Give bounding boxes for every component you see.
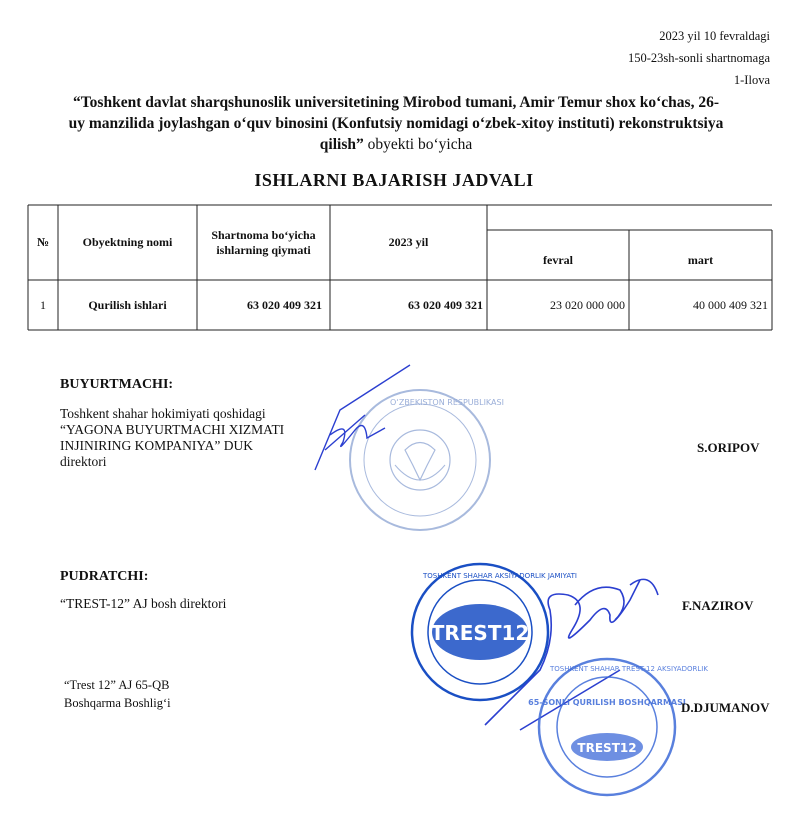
- table-row-number: 1: [40, 297, 46, 312]
- header-contract-value-line-2: ishlarning qiymati: [216, 242, 311, 257]
- table-row-march: 40 000 409 321: [693, 297, 768, 312]
- department-line-1: “Trest 12” AJ 65-QB: [64, 678, 170, 692]
- table-row-contract-value: 63 020 409 321: [247, 297, 322, 312]
- department-stamp: [528, 655, 708, 800]
- contractor-signer: F.NAZIROV: [682, 598, 754, 613]
- table-row-year-total: 63 020 409 321: [408, 297, 483, 312]
- customer-org-line-2: “YAGONA BUYURTMACHI XIZMATI: [60, 422, 285, 437]
- header-contract-value: [197, 205, 330, 280]
- table-row-name: Qurilish ishlari: [88, 297, 167, 312]
- department-line-2: Boshqarma Boshlig‘i: [64, 696, 171, 710]
- customer-organization: [60, 406, 284, 470]
- reference-date: 2023 yil 10 fevraldagi: [659, 29, 770, 43]
- contractor-stamp-text: TOSHKENT SHAHAR AKSIYADORLIK JAMIYATI: [423, 572, 577, 580]
- contractor-role: PUDRATCHI:: [60, 569, 149, 584]
- department-stamp-logo: TREST12: [577, 741, 637, 755]
- title-line-2: uy manzilida joylashgan o‘quv binosini (Konfutsiy nomidagi o‘zbek-xitoy instituti) rekonstruktsiya: [68, 115, 724, 132]
- schedule-heading: ISHLARNI BAJARISH JADVALI: [254, 170, 534, 190]
- customer-signer: S.ORIPOV: [697, 440, 760, 455]
- header-object-name: Obyektning nomi: [82, 235, 173, 249]
- customer-org-line-3: INJINIRING KOMPANIYA” DUK: [60, 438, 253, 453]
- customer-stamp-text: O‘ZBEKISTON RESPUBLIKASI: [390, 398, 504, 407]
- reference-appendix: 1-Ilova: [733, 73, 770, 87]
- customer-org-line-4: direktori: [60, 454, 107, 469]
- header-month-march: mart: [687, 252, 714, 267]
- department-stamp-inner: 65-SONLI QURILISH BOSHQARMASI: [528, 698, 686, 707]
- title-suffix: obyekti bo‘yicha: [363, 136, 473, 153]
- department-stamp-text: TOSHKENT SHAHAR TREST-12 AKSIYADORLIK: [550, 665, 708, 673]
- table-row-february: 23 020 000 000: [550, 297, 625, 312]
- reference-contract: 150-23sh-sonli shartnomaga: [628, 51, 770, 65]
- header-month-february: fevral: [543, 252, 573, 267]
- customer-role: BUYURTMACHI:: [60, 377, 174, 392]
- header-contract-value-line-1: Shartnoma bo‘yicha: [211, 227, 316, 242]
- header-number: №: [36, 235, 50, 249]
- contractor-stamp-logo: TREST12: [430, 621, 530, 645]
- title-line-3: qilish”: [319, 136, 364, 153]
- department-signer: D.DJUMANOV: [681, 700, 770, 715]
- customer-org-line-1: Toshkent shahar hokimiyati qoshidagi: [60, 406, 266, 421]
- customer-signature: [295, 360, 425, 480]
- title-line-1: “Toshkent davlat sharqshunoslik universitetining Mirobod tumani, Amir Temur shox ko‘chas, 26-: [73, 94, 719, 111]
- department-organization: [64, 676, 171, 712]
- header-year: 2023 yil: [388, 235, 429, 249]
- contractor-organization: “TREST-12” AJ bosh direktori: [60, 596, 227, 611]
